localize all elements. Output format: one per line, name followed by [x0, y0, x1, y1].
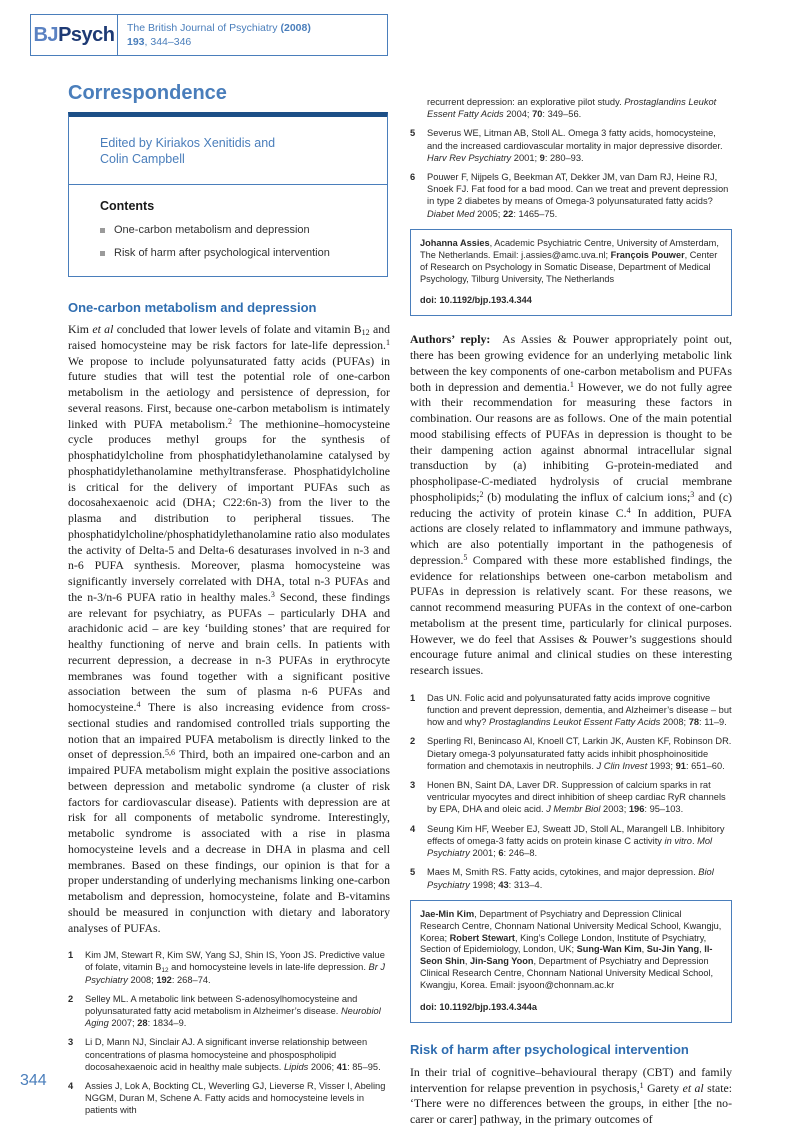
authors-reply-body: Authors’ reply: As Assies & Pouwer appropriately point out, there has been growing evidence for an underlying metabolic link between the key components of one-carbon metabolism and PUFAs both in depression and dementia.$^1$ However, we do not fully agree with their recommendation for measuring these factors in combination. Our reasons are as follows. One of the main potential mood stabilising effects of PUFAs in depression is thought to be their dampening action against abnormal intracellular signal transduction by (a) inhibiting G-protein-mediated and phospholipase-C-mediated hydrolysis of crucial membrane phospholipids;$^2$ (b) modulating the influx of calcium ions;$^3$ and (c) reducing the activity of protein kinase C.$^4$ In addition, PUFA actions are closely related to inflammatory and immune pathways, which are also potentially important in the pathogenesis of depression.$^5$ Compared with these more established findings, the evidence for relationships between one-carbon metabolism and PUFAs in depression is relatively scant. For these reasons, we cannot recommend measuring PUFAs in the context of one-carbon metabolism at the present time, particularly for clinical purposes. However, we do feel that Assises & Pouwer’s suggestions should encourage future animal and clinical studies on these interesting research issues.: [410, 332, 732, 678]
reference-item: [410, 735, 732, 772]
reference-item: [410, 823, 732, 860]
contents-list: [69, 185, 387, 276]
reference-number: 4: [410, 823, 416, 834]
doi: doi: 10.1192/bjp.193.4.344a: [420, 1002, 537, 1013]
reference-number: 2: [68, 993, 74, 1004]
reply-author-box: [410, 900, 732, 1023]
reference-text: Pouwer F, Nijpels G, Beekman AT, Dekker JM, van Dam RJ, Heine RJ, Snoek FJ. Fat food for a bad mood. Can we treat and prevent depression in type 2 diabetes by means of Omega-3 polyunsaturated fatty acids? Diabet Med 2005; 22: 1465–75.: [427, 172, 729, 219]
reference-text: Kim JM, Stewart R, Kim SW, Yang SJ, Shin IS, Yoon JS. Predictive value of folate, vitamin $B_{12}$ and homocysteine levels in late-life depression. Br J Psychiatry 2008; 192: 268–74.: [85, 950, 386, 985]
bullet-square-icon: [100, 228, 105, 233]
reference-item: [68, 949, 390, 986]
reference-number: 6: [410, 172, 416, 183]
reference-item: [410, 692, 732, 729]
reference-number: 4: [68, 1081, 74, 1092]
letter1-body: Kim et al concluded that lower levels of folate and vitamin $B_{12}$ and raised homocysteine may be risk factors for late-life depression.$^1$ We propose to include polyunsaturated fatty acids (PUFAs) in future studies that will test the potential role of one-carbon metabolism in the aetiology and persistence of depression, for several reasons. First, because one-carbon metabolism is intimately linked with PUFA metabolism.$^2$ The methionine–homocysteine cycle produces methyl groups for the synthesis of phosphatidylcholine from phosphatidylethanolamine catalysed by phosphatidylethanolamine methyltransferase. Phosphatidylcholine is critical for the delivery of important PUFAs such as docosahexaenoic acid (DHA; C22:6n-3) from the liver to the plasma and distribution to peripheral tissues. The phosphatidylcholine/phosphatidylethanolamine ratio also modulates the activity of Delta-5 and Delta-6 desaturases involved in n-3 and n-6 PUFA synthesis. Moreover, plasma homocysteine was significantly inversely correlated with DHA, total n-3 PUFAs and the n-3/n-6 PUFA ratio in healthy males.$^3$ Second, these findings are relevant for psychiatry, as PUFAs – particularly DHA and arachidonic acid – are key ‘building stones’ that are required for healthy functioning of nerve and brain cells. In patients with recurrent depression, a decrease in n-3 PUFAs in erythrocyte membranes was found together with a significant positive association between the sum of plasma n-6 PUFAs and homocysteine.$^4$ There is also increasing evidence from cross-sectional studies and randomised controlled trials supporting the notion that an impaired PUFA metabolism is directly linked to the onset of depression.$^{5,6}$ Third, both an impaired one-carbon and an impaired PUFA metabolism might explain the positive associations between depression and metabolic syndrome (a cluster of risk factors for cardiovascular disease). Patients with depression are at risk for all components of metabolic syndrome. Interestingly, metabolic syndrome is associated with a rise in plasma homocysteine levels and a decrease in DHA in plasma and cell membranes. Based on these findings, our opinion is that for a proper understanding of underlying mechanisms linking one-carbon metabolism and depression, homocysteine, folate and B-vitamins should be measured in conjunction with dietary and laboratory analyses of PUFAs.: [68, 322, 391, 935]
contents-item-label: One-carbon metabolism and depression: [114, 224, 310, 236]
logo-bj: BJ: [33, 23, 59, 46]
reference-number: 5: [410, 867, 416, 878]
letter1-author-box: [410, 229, 732, 317]
reference-text: Assies J, Lok A, Bockting CL, Weverling GJ, Lieverse R, Visser I, Abeling NGGM, Duran M, Schene A. Fatty acids and homocysteine levels in patients with: [85, 1081, 386, 1116]
reference-number: 2: [410, 736, 416, 747]
reference-text: Sperling RI, Benincaso AI, Knoell CT, Larkin JK, Austen KF, Robinson DR. Dietary omega-3 polyunsaturated fatty acids inhibit phosphoinositide formation and chemotaxis in neutrophils. J Clin Invest 1993; 91: 651–60.: [427, 736, 732, 771]
letter1-heading: One-carbon metabolism and depression: [68, 300, 317, 315]
reply-references: [410, 692, 732, 891]
contents-label: Contents: [100, 199, 155, 213]
letter2-body: In their trial of cognitive–behavioural therapy (CBT) and family intervention for relapse prevention in psychosis,$^1$ Garety et al state: ‘There were no differences between the groups, in either [the no-carer or carer] pathway, in the primary outcomes of: [410, 1064, 733, 1127]
journal-masthead: [30, 14, 388, 56]
reference-number: 3: [68, 1037, 74, 1048]
left-column: [68, 300, 390, 1124]
letter1-references: [68, 949, 390, 1116]
reference-item: [68, 993, 390, 1030]
reference-number: 5: [410, 128, 416, 139]
reference-text: Selley ML. A metabolic link between S-adenosylhomocysteine and polyunsaturated fatty acid metabolism in Alzheimer’s disease. Neurobiol Aging 2007; 28: 1834–9.: [85, 993, 381, 1029]
edited-by: [69, 117, 387, 185]
reference-text: Maes M, Smith RS. Fatty acids, cytokines, and major depression. Biol Psychiatry 1998; 43: 313–4.: [427, 867, 714, 890]
reference-text: Li D, Mann NJ, Sinclair AJ. A significant inverse relationship between concentrations of plasma homocysteine and phospospholipid docosahexaenoic acid in healthy male subjects. Lipids 2006; 41: 85–95.: [85, 1037, 381, 1072]
letter2-heading: Risk of harm after psychological intervention: [410, 1041, 689, 1057]
reference-number: 3: [410, 780, 416, 791]
reference-item: [410, 866, 732, 890]
masthead-text: [118, 15, 387, 55]
reference-item: [410, 171, 732, 220]
bjpsych-logo: [31, 15, 117, 55]
doi: doi: 10.1192/bjp.193.4.344: [420, 295, 532, 306]
author-affiliations: Johanna Assies, Academic Psychiatric Centre, University of Amsterdam, The Netherlands. Email: j.assies@amc.uva.nl; François Pouwer, Center of Research on Psychology in Somatic Disease, Department of Medical Psychology, Tilburg University, The Netherlands: [420, 237, 719, 284]
issue-info: 193, 344–346: [127, 36, 192, 48]
page-title: Correspondence: [68, 82, 227, 104]
contents-item-label: Risk of harm after psychological intervention: [114, 247, 330, 259]
bullet-square-icon: [100, 251, 105, 256]
reference-text: Das UN. Folic acid and polyunsaturated fatty acids improve cognitive function and prevent depression, dementia, and Alzheimer’s disease – but how and why? Prostaglandins Leukot Essent Fatty Acids 2008; 78: 11–9.: [427, 692, 732, 728]
reference-text: Honen BN, Saint DA, Laver DR. Suppression of calcium sparks in rat ventricular myocytes and direct inhibition of sheep cardiac RyR channels by EPA, DHA and oleic acid. J Membr Biol 2003; 196: 95–103.: [427, 780, 726, 815]
reference-text: Seung Kim HF, Weeber EJ, Sweatt JD, Stoll AL, Marangell LB. Inhibitory effects of omega-3 fatty acids on protein kinase C activity in vitro. Mol Psychiatry 2001; 6: 246–8.: [427, 823, 725, 859]
edited-by-line2: Colin Campbell: [100, 152, 185, 166]
logo-psych: Psych: [58, 23, 115, 46]
reference-text: Severus WE, Litman AB, Stoll AL. Omega 3 fatty acids, homocysteine, and the increased cardiovascular mortality in major depressive disorder. Harv Rev Psychiatry 2001; 9: 280–93.: [427, 128, 723, 163]
letter1-references-continued: [410, 127, 732, 219]
author-affiliations: Jae-Min Kim, Department of Psychiatry and Depression Clinical Research Centre, Chonnam National University Medical School, Kwangju, Korea; Robert Stewart, King’s College London, Institute of Psychiatry, Section of Epidemiology, London, UK; Sung-Wan Kim, Su-Jin Yang, Il-Seon Shin, Jin-Sang Yoon, Department of Psychiatry and Depression Clinical Research Centre, Chonnam National University Medical School, Kwangju, Korea. Email: jsyoon@chonnam.ac.kr: [420, 908, 722, 991]
reference-item: [68, 1080, 390, 1117]
reference-item: [410, 779, 732, 816]
contents-item: [100, 247, 375, 259]
edited-by-line1: Edited by Kiriakos Xenitidis and: [100, 136, 276, 150]
contents-box: [68, 112, 388, 277]
journal-title: The British Journal of Psychiatry (2008): [127, 22, 311, 34]
page-number: 344: [20, 1072, 47, 1089]
reference-continuation: recurrent depression: an explorative pilot study. Prostaglandins Leukot Essent Fatty Acids 2004; 70: 349–56.: [427, 97, 717, 120]
reference-number: 1: [410, 692, 416, 703]
contents-item: [100, 224, 375, 236]
reference-item: [68, 1036, 390, 1073]
right-column: [410, 96, 732, 1128]
reference-item: [410, 127, 732, 164]
reference-number: 1: [68, 950, 74, 961]
